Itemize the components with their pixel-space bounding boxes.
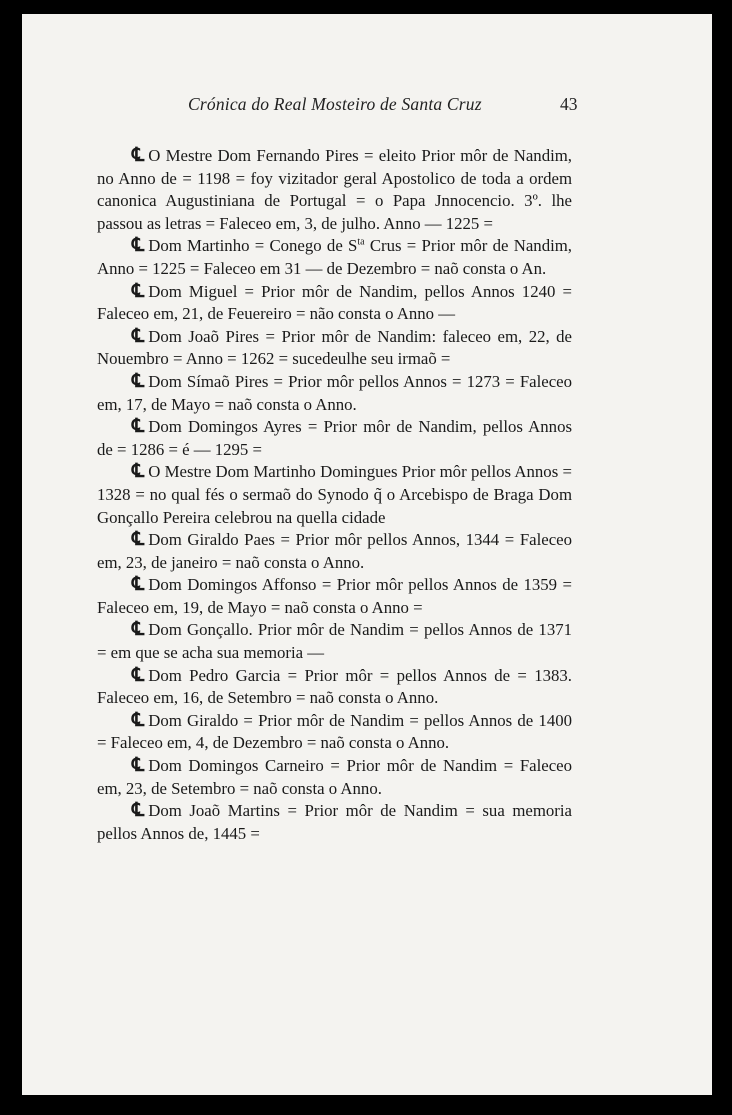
entry-13 — [97, 755, 572, 800]
entry-2 — [97, 235, 572, 280]
paragraph-mark-icon: ℄ — [132, 416, 145, 438]
entry-10 — [97, 619, 572, 664]
entry-text: Dom Domingos Ayres = Prior môr de Nandim, pellos Annos de = 1286 = é — 1295 = — [97, 417, 572, 459]
book-page — [22, 14, 712, 1095]
entry-text: Dom Símaõ Pires = Prior môr pellos Annos = 1273 = Faleceo em, 17, de Mayo = naõ consta o Anno. — [97, 371, 572, 414]
paragraph-mark-icon: ℄ — [132, 325, 145, 347]
entry-4 — [97, 326, 572, 371]
entry-text: Dom Giraldo Paes = Prior môr pellos Annos, 1344 = Faleceo em, 23, de janeiro = naõ consta o Anno. — [97, 530, 572, 572]
page-body — [97, 145, 572, 845]
entry-text: Crus = Prior môr de Nandim, Anno = 1225 = Faleceo em 31 — de Dezembro = naõ consta o An. — [97, 236, 572, 278]
page-number: 43 — [560, 94, 578, 114]
paragraph-mark-icon: ℄ — [132, 709, 145, 731]
entry-11 — [97, 665, 572, 710]
paragraph-mark-icon: ℄ — [132, 800, 145, 822]
entry-14 — [97, 800, 572, 845]
paragraph-mark-icon: ℄ — [132, 664, 145, 686]
paragraph-mark-icon: ℄ — [132, 755, 145, 777]
entry-text: Dom Martinho = Conego de S — [148, 236, 358, 256]
entry-5 — [97, 371, 572, 416]
paragraph-mark-icon: ℄ — [132, 461, 145, 483]
paragraph-mark-icon: ℄ — [132, 235, 145, 257]
running-title: Crónica do Real Mosteiro de Santa Cruz — [188, 94, 482, 114]
entry-text: Dom Gonçallo. Prior môr de Nandim = pellos Annos de 1371 = em que se acha sua memoria — — [97, 620, 572, 663]
entry-text: Dom Miguel = Prior môr de Nandim, pellos Annos 1240 = Faleceo em, 21, de Feuereiro = não consta o Anno — — [97, 281, 572, 324]
entry-text: Dom Domingos Carneiro = Prior môr de Nandim = Faleceo em, 23, de Setembro = naõ consta o Anno. — [97, 756, 572, 798]
entry-text: Dom Joaõ Martins = Prior môr de Nandim = sua memoria pellos Annos de, 1445 = — [97, 801, 572, 843]
entry-text: Dom Joaõ Pires = Prior môr de Nandim: faleceo em, 22, de Nouembro = Anno = 1262 = sucedeulhe seu irmaõ = — [97, 326, 572, 369]
entry-text: Dom Pedro Garcia = Prior môr = pellos Annos de = 1383. Faleceo em, 16, de Setembro = naõ consta o Anno. — [97, 665, 572, 708]
paragraph-mark-icon: ℄ — [132, 529, 145, 551]
paragraph-mark-icon: ℄ — [132, 145, 145, 166]
running-header — [22, 94, 712, 122]
entry-text: Dom Domingos Affonso = Prior môr pellos Annos de 1359 = Faleceo em, 19, de Mayo = naõ consta o Anno = — [97, 575, 572, 617]
paragraph-mark-icon: ℄ — [132, 619, 145, 641]
entry-6 — [97, 416, 572, 461]
entry-7 — [97, 461, 572, 529]
entry-text: O Mestre Dom Martinho Domingues Prior môr pellos Annos = 1328 = no qual fés o sermaõ do Synodo q̃ o Arcebispo de Braga Dom Gonçallo Pereira celebrou na quella cidade — [97, 462, 572, 527]
paragraph-mark-icon: ℄ — [132, 574, 145, 596]
entry-1 — [97, 145, 572, 235]
paragraph-mark-icon: ℄ — [132, 280, 145, 302]
entry-9 — [97, 574, 572, 619]
paragraph-mark-icon: ℄ — [132, 370, 145, 392]
entry-text: O Mestre Dom Fernando Pires = eleito Prior môr de Nandim, no Anno de = 1198 = foy vizitador geral Apostolico de toda a ordem canonica Augustiniana de Portugal = o Papa Jnnocencio. 3º. lhe passou as letras = Faleceo em, 3, de julho. Anno — 1225 = — [97, 146, 572, 233]
entry-8 — [97, 529, 572, 574]
superscript: ta — [357, 236, 365, 248]
entry-12 — [97, 710, 572, 755]
entry-text: Dom Giraldo = Prior môr de Nandim = pellos Annos de 1400 = Faleceo em, 4, de Dezembro = naõ consta o Anno. — [97, 710, 572, 753]
entry-3 — [97, 281, 572, 326]
